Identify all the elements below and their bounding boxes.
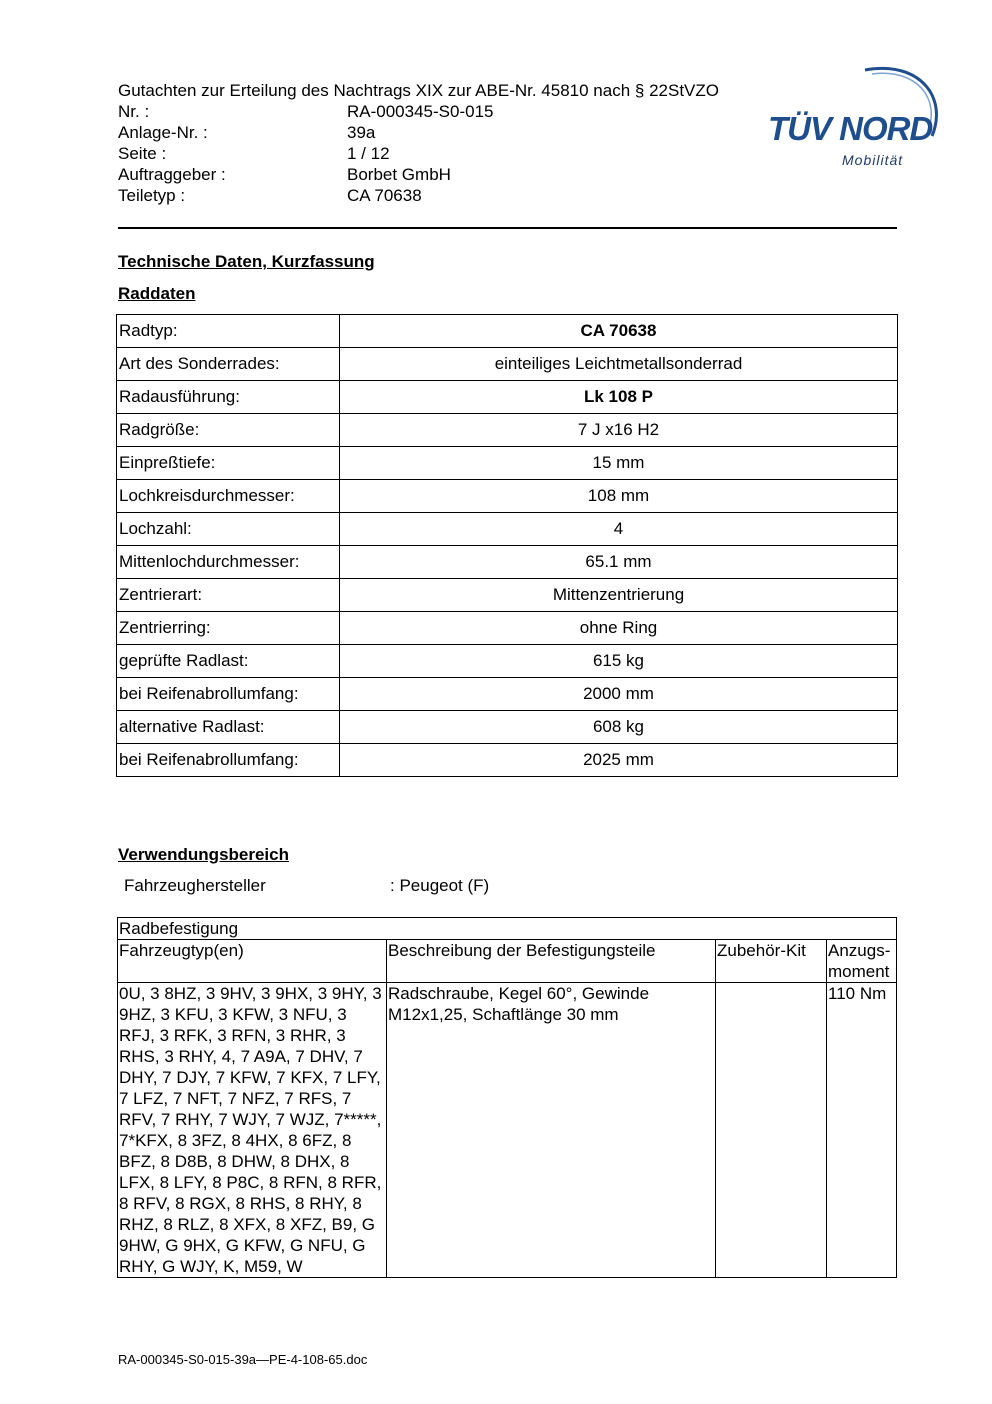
logo-subtitle: Mobilität [842, 152, 904, 168]
header-label: Auftraggeber : [118, 165, 226, 184]
radbefestigung-table [117, 917, 897, 1278]
row-label: Radgröße: [117, 414, 340, 447]
table-header-row [118, 940, 897, 983]
header-label: Teiletyp : [118, 186, 186, 205]
header-row-anlage [118, 122, 798, 143]
header-label: Seite : [118, 144, 167, 163]
header-value: CA 70638 [347, 186, 422, 205]
table-row [117, 414, 898, 447]
table-row [117, 579, 898, 612]
section-title-verwendungsbereich: Verwendungsbereich [118, 845, 289, 864]
header-row-auftraggeber [118, 164, 798, 185]
header-value: RA-000345-S0-015 [347, 102, 494, 121]
table-row [117, 645, 898, 678]
row-value: 2000 mm [340, 678, 898, 711]
row-label: Radausführung: [117, 381, 340, 414]
beschreibung-cell: Radschraube, Kegel 60°, Gewinde M12x1,25, Schaftlänge 30 mm [387, 983, 716, 1278]
table-row [117, 348, 898, 381]
row-value: 7 J x16 H2 [340, 414, 898, 447]
header-label: Anlage-Nr. : [118, 123, 208, 142]
row-label: bei Reifenabrollumfang: [117, 678, 340, 711]
table-title: Radbefestigung [118, 918, 897, 940]
row-value: 108 mm [340, 480, 898, 513]
row-label: Art des Sonderrades: [117, 348, 340, 381]
row-value: 4 [340, 513, 898, 546]
row-value: 65.1 mm [340, 546, 898, 579]
header-value: Borbet GmbH [347, 165, 451, 184]
fahrzeughersteller-label: Fahrzeughersteller [124, 876, 266, 895]
row-label: Zentrierring: [117, 612, 340, 645]
header-label: Nr. : [118, 102, 150, 121]
table-row [117, 381, 898, 414]
row-label: Radtyp: [117, 315, 340, 348]
anzugsmoment-cell: 110 Nm [827, 983, 897, 1278]
header-row-teiletyp [118, 185, 798, 206]
row-value: Lk 108 P [340, 381, 898, 414]
row-label: Einpreßtiefe: [117, 447, 340, 480]
document-title: Gutachten zur Erteilung des Nachtrags XIX zur ABE-Nr. 45810 nach § 22StVZO [118, 81, 719, 100]
row-value: ohne Ring [340, 612, 898, 645]
raddaten-table [116, 314, 898, 777]
section-title-technische-daten: Technische Daten, Kurzfassung [118, 252, 375, 271]
row-value: 608 kg [340, 711, 898, 744]
table-row [117, 711, 898, 744]
row-value: CA 70638 [340, 315, 898, 348]
row-label: bei Reifenabrollumfang: [117, 744, 340, 777]
table-row [117, 612, 898, 645]
document-header [118, 80, 798, 206]
header-value: 1 / 12 [347, 144, 390, 163]
row-value: 615 kg [340, 645, 898, 678]
header-value: 39a [347, 123, 376, 142]
row-label: Mittenlochdurchmesser: [117, 546, 340, 579]
table-row [117, 513, 898, 546]
zubehoer-kit-cell [716, 983, 827, 1278]
table-row [117, 480, 898, 513]
table-row [117, 447, 898, 480]
row-value: 2025 mm [340, 744, 898, 777]
fahrzeugtypen-cell: 0U, 3 8HZ, 3 9HV, 3 9HX, 3 9HY, 3 9HZ, 3 KFU, 3 KFW, 3 NFU, 3 RFJ, 3 RFK, 3 RFN, 3 RHR, 3 RHS, 3 RHY, 4, 7 A9A, 7 DHV, 7 DHY, 7 DJY, 7 KFW, 7 KFX, 7 LFY, 7 LFZ, 7 NFT, 7 NFZ, 7 RFS, 7 RFV, 7 RHY, 7 WJY, 7 WJZ, 7*****, 7*KFX, 8 3FZ, 8 4HX, 8 6FZ, 8 BFZ, 8 D8B, 8 DHW, 8 DHX, 8 LFX, 8 LFY, 8 P8C, 8 RFN, 8 RFR, 8 RFV, 8 RGX, 8 RHS, 8 RHY, 8 RHZ, 8 RLZ, 8 XFX, 8 XFZ, B9, G 9HW, G 9HX, G KFW, G NFU, G RHY, G WJY, K, M59, W [118, 983, 387, 1278]
table-row [117, 678, 898, 711]
header-divider [118, 227, 897, 229]
row-value: einteiliges Leichtmetallsonderrad [340, 348, 898, 381]
row-label: Lochzahl: [117, 513, 340, 546]
logo-wordmark: TÜV NORD [768, 110, 933, 147]
row-label: geprüfte Radlast: [117, 645, 340, 678]
table-row [117, 546, 898, 579]
document-footer: RA-000345-S0-015-39a—PE-4-108-65.doc [118, 1352, 368, 1367]
section-title-raddaten: Raddaten [118, 284, 196, 303]
row-value: Mittenzentrierung [340, 579, 898, 612]
table-row [117, 744, 898, 777]
fahrzeughersteller-value: : Peugeot (F) [390, 876, 490, 895]
header-row-nr [118, 101, 798, 122]
table-title-row [118, 918, 897, 940]
row-value: 15 mm [340, 447, 898, 480]
column-header: Zubehör-Kit [716, 940, 827, 983]
column-header: Beschreibung der Befestigungsteile [387, 940, 716, 983]
column-header: Anzugs-moment [827, 940, 897, 983]
row-label: Zentrierart: [117, 579, 340, 612]
row-label: Lochkreisdurchmesser: [117, 480, 340, 513]
table-row [118, 983, 897, 1278]
tuev-nord-logo [760, 58, 945, 173]
column-header: Fahrzeugtyp(en) [118, 940, 387, 983]
row-label: alternative Radlast: [117, 711, 340, 744]
table-row [117, 315, 898, 348]
fahrzeughersteller-line [124, 876, 489, 896]
header-row-seite [118, 143, 798, 164]
